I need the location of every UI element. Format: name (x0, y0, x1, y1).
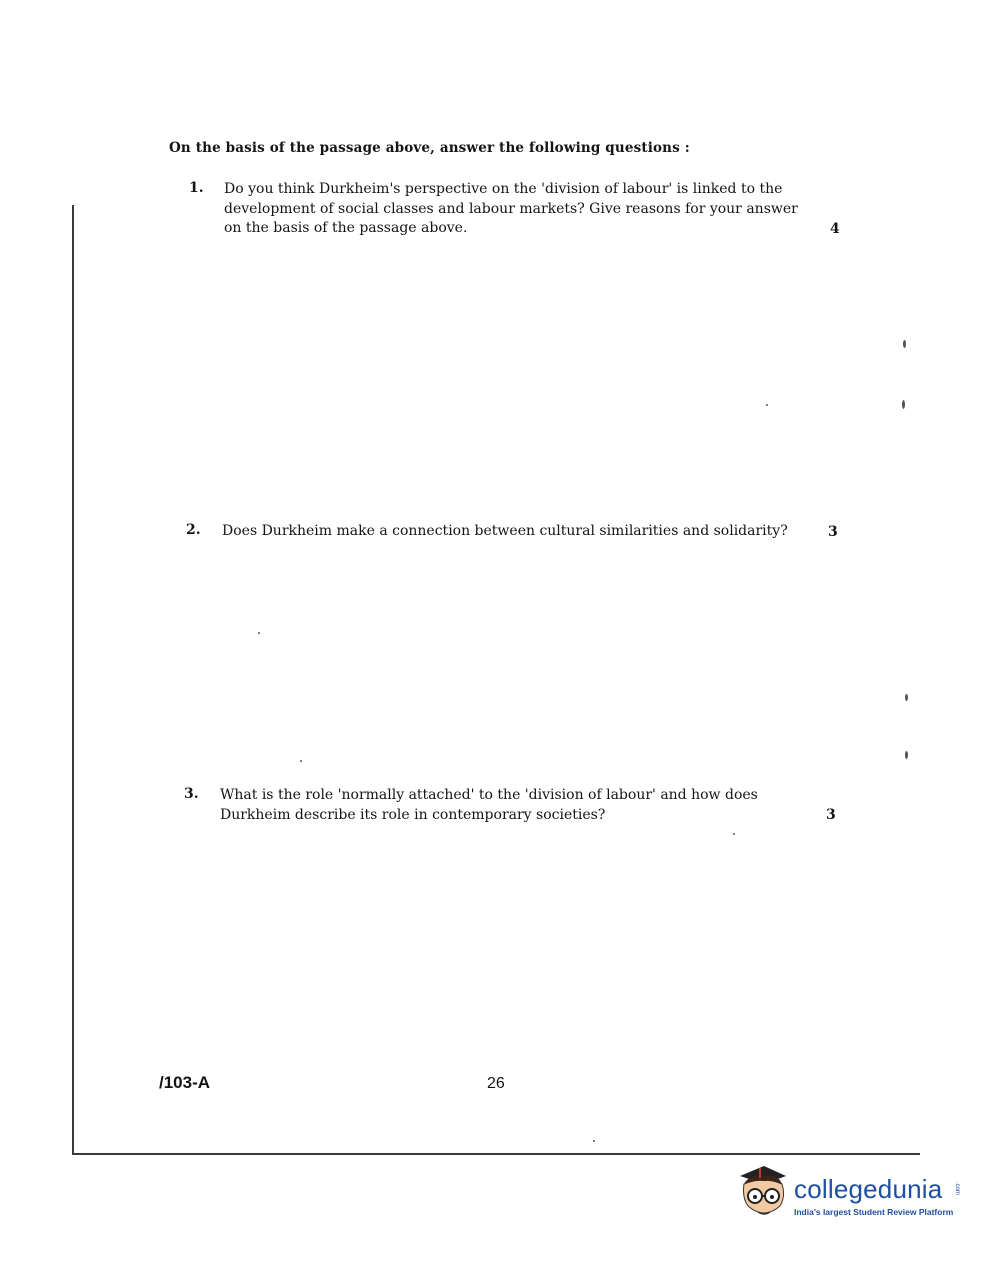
collegedunia-watermark (734, 1160, 974, 1232)
page-border-bottom (72, 1153, 920, 1155)
question-1-line-3: on the basis of the passage above. (224, 220, 468, 236)
brand-name: collegedunia (794, 1174, 943, 1204)
scan-speck (733, 833, 735, 835)
question-2-line-1: Does Durkheim make a connection between cultural similarities and solidarity? (222, 523, 788, 539)
question-1-marks: 4 (830, 221, 840, 237)
question-2-text (222, 522, 822, 542)
page-number: 26 (487, 1075, 505, 1092)
scan-speck (766, 404, 768, 406)
paper-code: /103-A (159, 1073, 211, 1092)
question-3-text (220, 786, 804, 825)
scan-speck (593, 1140, 595, 1142)
brand-tagline: India's largest Student Review Platform (794, 1207, 954, 1217)
scan-speck (905, 694, 908, 701)
scan-speck (903, 340, 906, 348)
scan-speck (902, 400, 905, 409)
question-3-line-1: What is the role 'normally attached' to the 'division of labour' and how does (220, 787, 758, 803)
question-2-number: 2. (186, 522, 201, 538)
question-3-number: 3. (184, 786, 199, 802)
mascot-icon (734, 1162, 792, 1226)
question-3-marks: 3 (826, 807, 836, 823)
brand-suffix: .com (954, 1182, 960, 1196)
scan-speck (905, 751, 908, 759)
question-3-line-2: Durkheim describe its role in contemporary societies? (220, 806, 606, 823)
question-1-line-2: development of social classes and labour markets? Give reasons for your answer (224, 200, 798, 217)
question-1-line-1: Do you think Durkheim's perspective on the 'division of labour' is linked to the (224, 181, 783, 197)
question-2-marks: 3 (828, 524, 838, 540)
question-1-text (224, 180, 814, 239)
instructions-heading: On the basis of the passage above, answer the following questions : (169, 140, 690, 156)
page-border-left (72, 205, 74, 1155)
scan-speck (258, 632, 260, 634)
question-1-number: 1. (189, 180, 204, 196)
scan-speck (300, 760, 302, 762)
